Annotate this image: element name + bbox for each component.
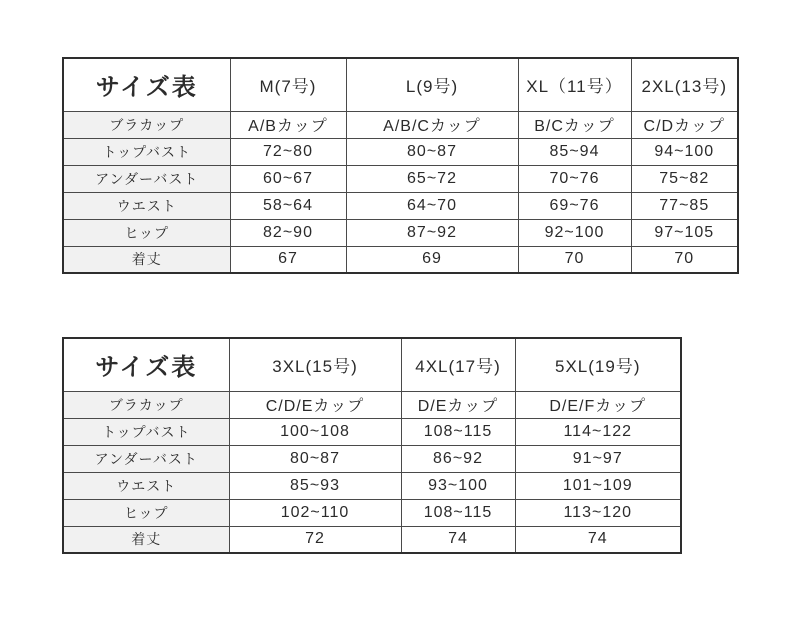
cell-value: 58~64: [230, 192, 346, 219]
cell-value: 77~85: [631, 192, 738, 219]
table-row: [63, 111, 738, 138]
row-label: トップバスト: [63, 138, 230, 165]
table-row: [63, 526, 681, 553]
cell-value: 82~90: [230, 219, 346, 246]
row-label: ヒップ: [63, 499, 229, 526]
header-row: [63, 58, 738, 111]
column-header-1: 3XL(15号): [229, 338, 401, 391]
cell-value: 70~76: [518, 165, 631, 192]
row-label: ウエスト: [63, 192, 230, 219]
cell-value: 80~87: [346, 138, 518, 165]
cell-value: C/D/Eカップ: [229, 391, 401, 418]
row-label: アンダーバスト: [63, 165, 230, 192]
cell-value: 75~82: [631, 165, 738, 192]
cell-value: 100~108: [229, 418, 401, 445]
column-header-2: L(9号): [346, 58, 518, 111]
row-label: 着丈: [63, 246, 230, 273]
cell-value: A/B/Cカップ: [346, 111, 518, 138]
table-row: [63, 499, 681, 526]
column-header-3: 5XL(19号): [515, 338, 681, 391]
cell-value: 72: [229, 526, 401, 553]
cell-value: 69: [346, 246, 518, 273]
cell-value: 91~97: [515, 445, 681, 472]
column-header-2: 4XL(17号): [401, 338, 515, 391]
cell-value: 113~120: [515, 499, 681, 526]
cell-value: D/E/Fカップ: [515, 391, 681, 418]
table-row: [63, 472, 681, 499]
cell-value: 87~92: [346, 219, 518, 246]
column-header-4: 2XL(13号): [631, 58, 738, 111]
cell-value: 86~92: [401, 445, 515, 472]
cell-value: 93~100: [401, 472, 515, 499]
table-title: サイズ表: [63, 58, 230, 111]
cell-value: 74: [515, 526, 681, 553]
header-row: [63, 338, 681, 391]
table-row: [63, 219, 738, 246]
cell-value: 64~70: [346, 192, 518, 219]
column-header-3: XL（11号）: [518, 58, 631, 111]
cell-value: 60~67: [230, 165, 346, 192]
cell-value: 70: [631, 246, 738, 273]
table-row: [63, 445, 681, 472]
table-row: [63, 138, 738, 165]
cell-value: 114~122: [515, 418, 681, 445]
column-header-1: M(7号): [230, 58, 346, 111]
table-row: [63, 418, 681, 445]
cell-value: 74: [401, 526, 515, 553]
cell-value: 102~110: [229, 499, 401, 526]
row-label: アンダーバスト: [63, 445, 229, 472]
size-table-2: [62, 337, 682, 554]
cell-value: 92~100: [518, 219, 631, 246]
cell-value: 69~76: [518, 192, 631, 219]
table-row: [63, 391, 681, 418]
cell-value: A/Bカップ: [230, 111, 346, 138]
row-label: ウエスト: [63, 472, 229, 499]
cell-value: 72~80: [230, 138, 346, 165]
table-title: サイズ表: [63, 338, 229, 391]
cell-value: 67: [230, 246, 346, 273]
cell-value: 85~93: [229, 472, 401, 499]
cell-value: 108~115: [401, 418, 515, 445]
size-table-1: [62, 57, 739, 274]
cell-value: C/Dカップ: [631, 111, 738, 138]
cell-value: B/Cカップ: [518, 111, 631, 138]
table-row: [63, 246, 738, 273]
cell-value: 94~100: [631, 138, 738, 165]
table-row: [63, 192, 738, 219]
cell-value: 70: [518, 246, 631, 273]
table-row: [63, 165, 738, 192]
cell-value: 80~87: [229, 445, 401, 472]
row-label: ブラカップ: [63, 391, 229, 418]
cell-value: D/Eカップ: [401, 391, 515, 418]
row-label: 着丈: [63, 526, 229, 553]
cell-value: 108~115: [401, 499, 515, 526]
cell-value: 97~105: [631, 219, 738, 246]
row-label: トップバスト: [63, 418, 229, 445]
row-label: ブラカップ: [63, 111, 230, 138]
cell-value: 85~94: [518, 138, 631, 165]
cell-value: 101~109: [515, 472, 681, 499]
row-label: ヒップ: [63, 219, 230, 246]
cell-value: 65~72: [346, 165, 518, 192]
